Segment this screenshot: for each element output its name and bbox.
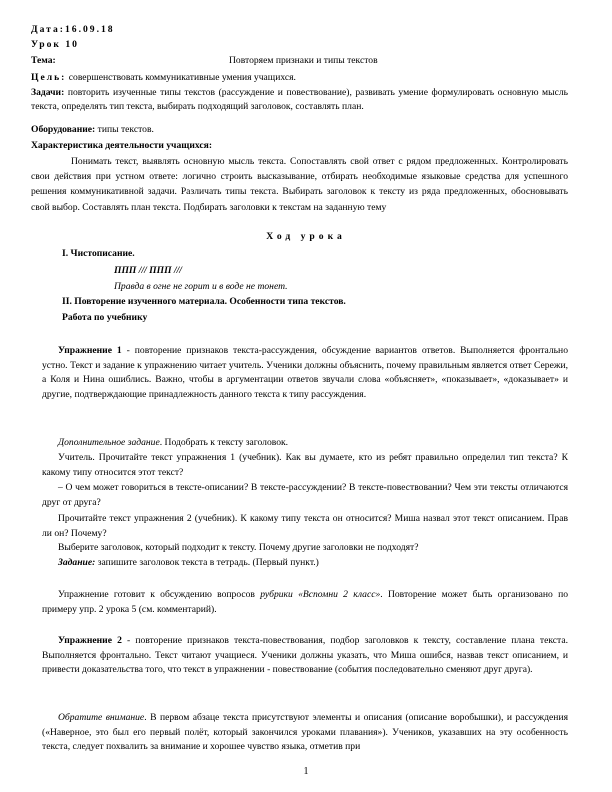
exercise2-text: - повторение признаков текста-повествования, подбор заголовков к тексту, составление плана текста. Выполняется фронтально. Текст читают учащиеся. Ученики должны указать, что Миша ошибся, назвав текст описанием, и привести доказательства того, что текст в упражнении - повествование (события последовательно сменяют друг друга). [42,635,568,676]
additional-text: . Подобрать к тексту заголовок. [159,437,289,448]
prep-rubric: рубрики «Вспомни 2 класс» [260,589,381,600]
topic-line [31,55,56,67]
activity-label: Характеристика деятельности учащихся: [31,140,213,151]
section1-letters: ППП /// ППП /// [114,265,182,276]
lesson-title: Ход урока [266,231,346,242]
exercise1-paragraph [42,344,568,403]
equipment-label: Оборудование: [31,124,96,135]
section1-proverb: Правда в огне не горит и в воде не тонет. [114,281,288,292]
prep-text-a: Упражнение готовит к обсуждению вопросов [58,589,261,600]
goals-value: совершенствовать коммуникативные умения учащихся. [68,72,296,83]
goals-label: Цель: [31,72,67,83]
equipment-value: типы текстов. [97,124,154,135]
additional-label: Дополнительное задание [58,437,160,448]
additional-q2: – О чем может говориться в тексте-описании? В тексте-рассуждении? В тексте-повествовании? Чем эти тексты отличаются друг от друга? [42,482,568,508]
exercise2-paragraph [42,634,568,678]
additional-q1: Учитель. Прочитайте текст упражнения 1 (учебник). Как вы думаете, кто из ребят правильно определил тип текста? К какому типу относится этот текст? [42,452,568,478]
attention-paragraph [42,711,568,755]
additional-task-text: запишите заголовок текста в тетрадь. (Первый пункт.) [95,557,319,568]
page-number: 1 [303,766,309,777]
date-label: Дата: [31,24,65,35]
attention-text: . В первом абзаце текста присутствуют элементы и описания (описание воробышки), и рассуждения («Наверное, это был его первый полёт, который закончился уроками плавания»). Учеников, указавших на эту особенность текста, следует похвалить за внимание и хорошее чувство языка, отметив при [42,712,568,753]
section2-subtitle: Работа по учебнику [62,312,148,323]
prep-paragraph [42,588,568,617]
additional-q3: Прочитайте текст упражнения 2 (учебник). К какому типу текста он относится? Миша назвал этот текст описанием. Прав ли он? Почему? [42,513,568,539]
date-line [31,24,115,36]
exercise1-text: - повторение признаков текста-рассуждения, обсуждение вариантов ответов. Выполняется фронтально устно. Текст и задание к упражнению читает учитель. Ученики должны объяснить, почему правильным является ответ Сережи, а Коля и Нина ошиблись. Важно, чтобы в аргументации ответов звучали слова «объясняет», «показывает», «доказывает» и другие, подтверждающие принадлежность данного текста к типу рассуждения. [42,345,568,401]
section1-title: I. Чистописание. [62,248,135,259]
prep-text-b: . Повторение может быть организовано по примеру упр. 2 урока 5 (см. комментарий). [42,589,569,615]
section2-title: II. Повторение изученного материала. Особенности типа текстов. [62,296,346,307]
lesson-value: 10 [65,39,79,50]
exercise1-label: Упражнение 1 [58,345,122,356]
additional-line [58,437,288,449]
lesson-label: Урок [31,39,61,50]
tasks-label: Задачи: [31,87,65,98]
activity-text: Понимать текст, выявлять основную мысль текста. Сопоставлять свой ответ с рядом предложенных. Контролировать свои действия при устном ответе: логично строить высказывание, отбирать необходимые языковые средства для успешного решения коммуникативной задачи. Различать типы текста. Выбирать заголовок к тексту из ряда предложенных, обосновывать свой выбор. Составлять план текста. Подбирать заголовки к текстам на заданную тему [31,156,568,213]
equipment-line [31,124,154,136]
topic-label: Тема: [31,55,56,66]
additional-task-label: Задание: [58,557,96,568]
tasks-paragraph [31,86,568,113]
lesson-line [31,39,79,51]
tasks-value: повторить изученные типы текстов (рассуждение и повествование), развивать умение формулировать основную мысль текста, определять тип текста, выбирать подходящий заголовок, составлять план. [31,87,568,112]
exercise2-label: Упражнение 2 [58,635,122,646]
additional-task-line [58,557,319,569]
attention-label: Обратите внимание [58,712,145,723]
date-value: 16.09.18 [64,24,115,35]
additional-q4: Выберите заголовок, который подходит к тексту. Почему другие заголовки не подходят? [58,542,419,553]
topic-value: Повторяем признаки и типы текстов [229,55,378,66]
goals-line [31,72,296,84]
